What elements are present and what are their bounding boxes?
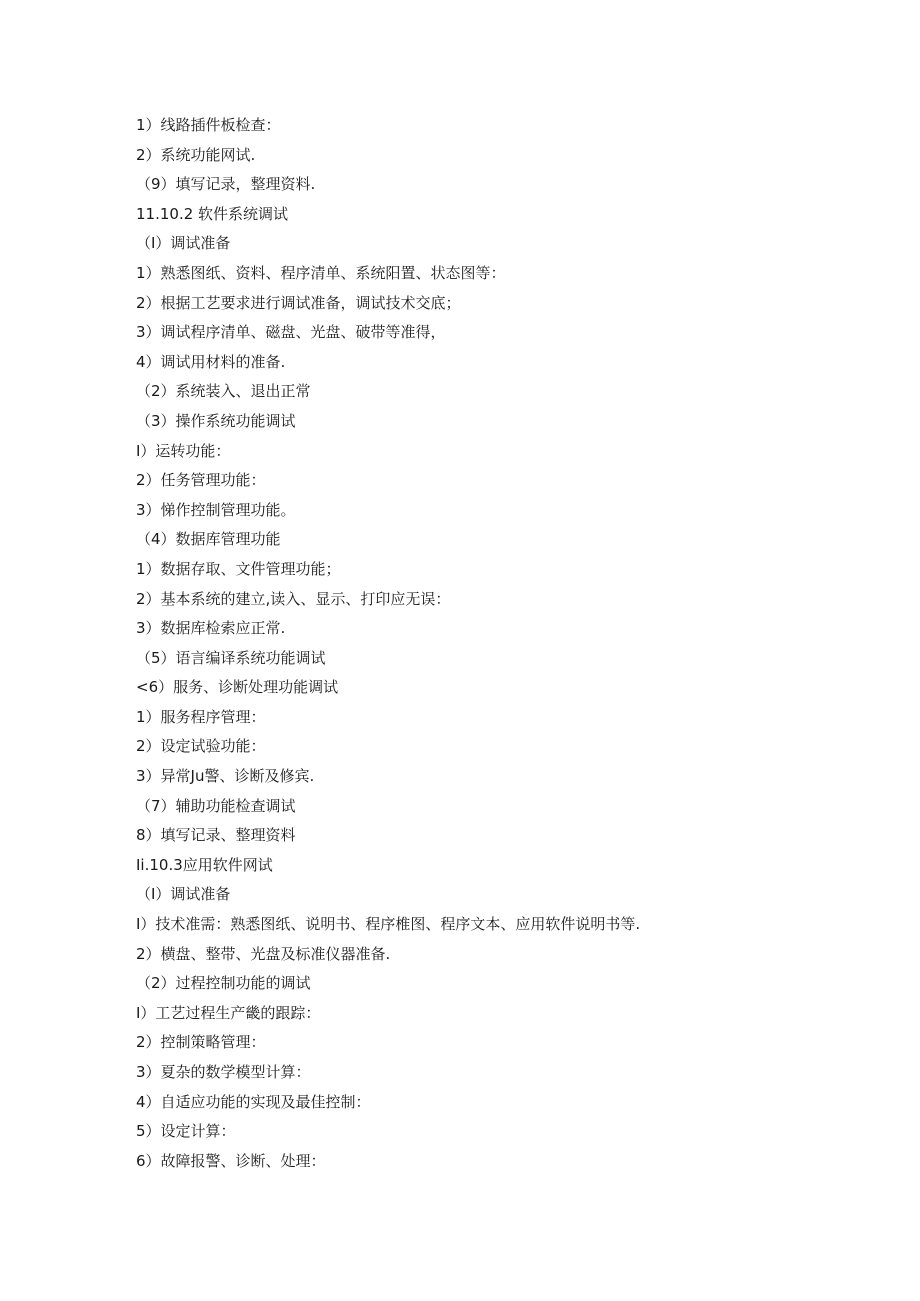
text-line: 3）数据库检索应正常. (136, 619, 286, 638)
text-line: （I）调试准备 (136, 885, 231, 904)
text-line: 1）熟悉图纸、资料、程序清单、系统阳置、状态图等： (136, 263, 506, 282)
text-line: 4）自适应功能的实现及最佳控制： (136, 1092, 371, 1111)
text-line: 3）悌作控制管理功能。 (136, 500, 296, 519)
text-line: 1）线路插件板检查： (136, 116, 281, 134)
text-line: 2）任务管理功能： (136, 471, 266, 490)
text-line: （4）数据库管理功能 (136, 530, 281, 549)
text-line: 8）填写记录、整理资料 (136, 826, 296, 845)
text-line: （I）调试准备 (136, 234, 231, 253)
text-line: （7）辅助功能检查调试 (136, 796, 296, 815)
text-line: （2）系统装入、退出正常 (136, 382, 311, 401)
text-line: 1）数据存取、文件管理功能； (136, 559, 341, 578)
section-heading: 11.10.2 软件系统调试 (136, 204, 289, 223)
section-heading: Ii.10.3应用软件网试 (136, 855, 273, 874)
text-line: （2）过程控制功能的调试 (136, 974, 311, 993)
text-line: 2）基本系统的建立,读入、显示、打印应无误： (136, 589, 451, 608)
text-line: 6）故障报警、诊断、处理： (136, 1151, 326, 1170)
text-line: 4）调试用材料的准备. (136, 352, 286, 371)
text-line: 3）异常Ju警、诊断及修宾. (136, 767, 315, 786)
text-line: 2）系统功能网试. (136, 145, 256, 164)
document-text-block (136, 111, 876, 1176)
text-line: 2）设定试验功能： (136, 737, 266, 756)
text-line: I）技术准需：熟悉图纸、说明书、程序椎图、程序文本、应用软件说明书等. (136, 915, 641, 934)
text-line: 2）控制策略管理： (136, 1033, 266, 1052)
text-line: I）运转功能： (136, 441, 231, 460)
text-line: （5）语言编译系统功能调试 (136, 648, 326, 667)
text-line: 3）夏杂的数学模型计算： (136, 1063, 311, 1081)
text-line: 2）横盘、整带、光盘及标准仪器准备. (136, 944, 391, 963)
text-line: （3）操作系统功能调试 (136, 411, 296, 430)
text-line: 5）设定计算： (136, 1122, 236, 1141)
text-line: I）工艺过程生产畿的跟踪： (136, 1003, 321, 1022)
text-line: 3）调试程序清单、磁盘、光盘、破带等准得， (136, 323, 446, 342)
text-line: <6）服务、诊断处理功能调试 (136, 678, 339, 697)
text-line: （9）填写记录，整理资料. (136, 175, 316, 194)
text-line: 2）根据工艺要求进行调试准备，调试技术交底； (136, 293, 461, 312)
text-line: 1）服务程序管理： (136, 707, 266, 726)
